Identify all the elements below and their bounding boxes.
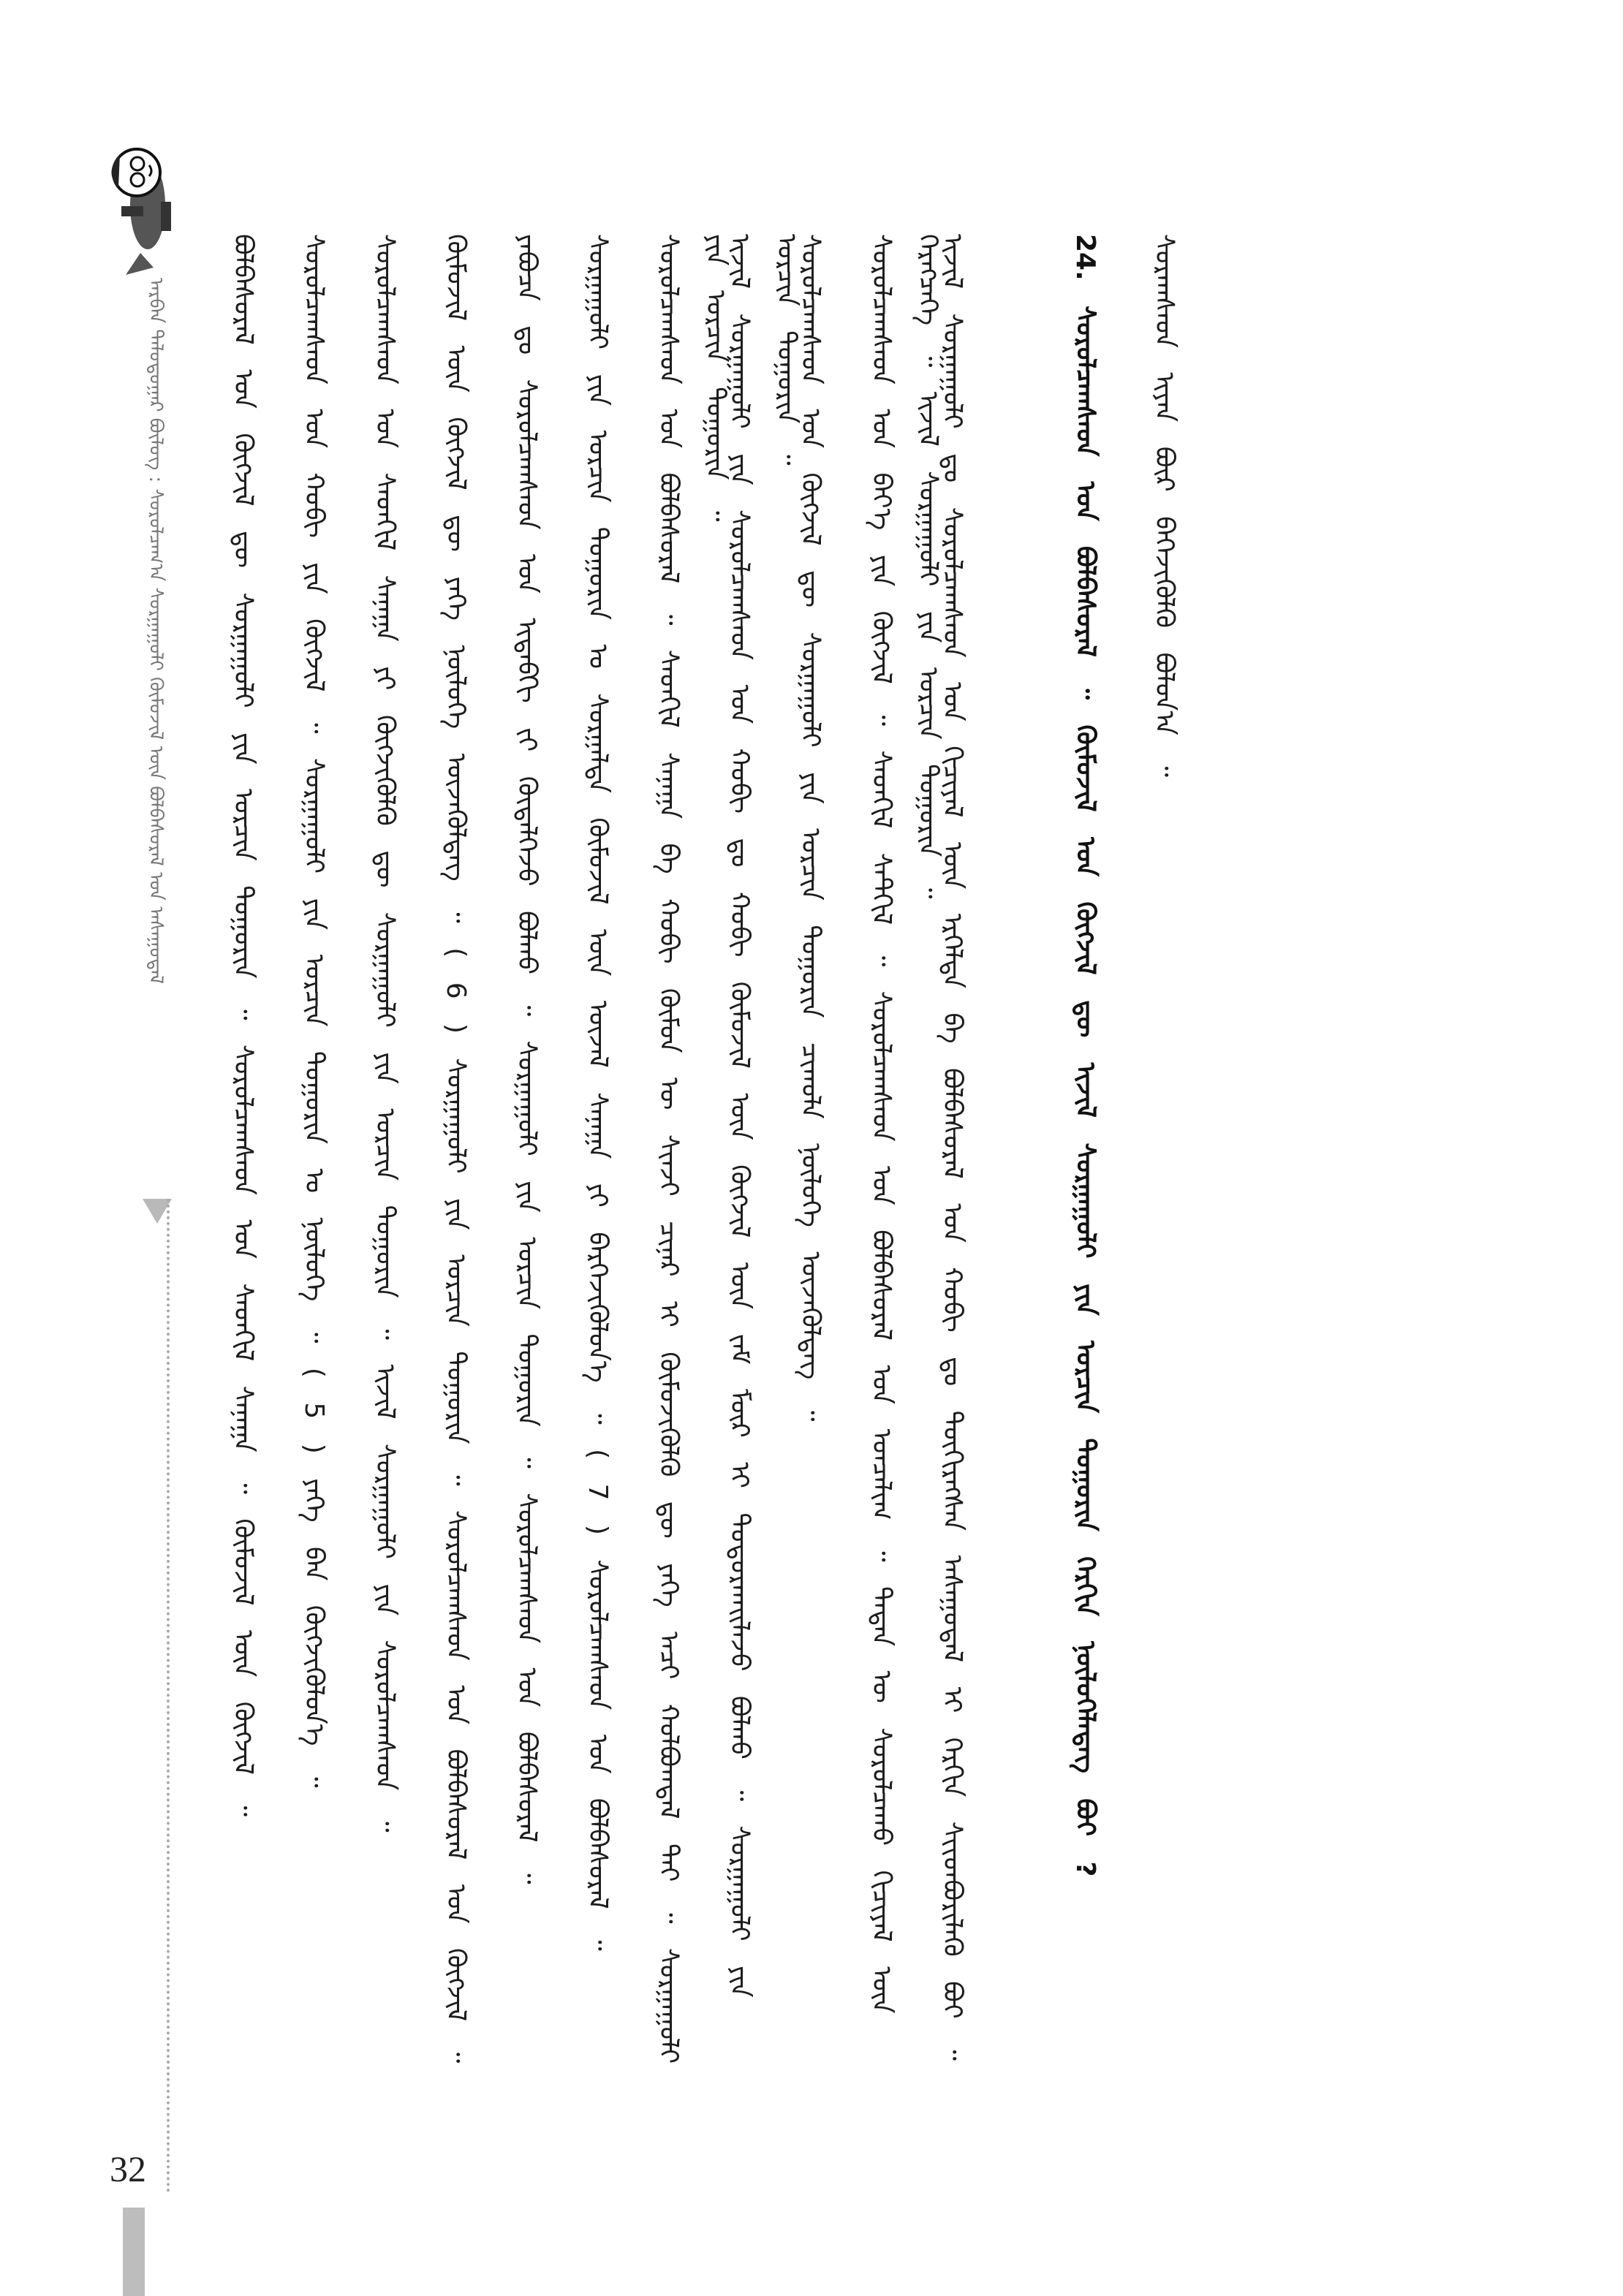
text-column: ᠰᠤᠷᠠᠭᠰᠠᠳ ᠢᠶᠠᠨ ᠪᠦᠷ ᠪᠡᠬᠡᠵᠢᠭᠦᠯᠬᠦ ᠪᠣᠯᠤᠨ᠎ᠠ ᠃ [1149, 234, 1179, 777]
question-heading: 24. ᠰᠤᠷᠤᠯᠴᠠᠭᠰᠠᠳ ᠤᠨ ᠪᠣᠯᠪᠠᠰᠤᠷᠠᠯ ᠃ ᠬᠥᠮᠦᠵᠢᠯ ᠤᠨ ᠬᠥᠭᠵᠢᠯ ᠳᠦ ᠢᠵᠢᠯ ᠰᠤᠷᠭᠠᠭᠤᠯᠢ ᠶᠢᠨ ᠣᠷᠴᠢᠨ ᠲᠣᠭᠣᠷᠢᠨ ᠬᠡᠷᠬᠢᠨ ᠨᠥᠯᠦᠭᠡᠯᠡᠳᠡᠭ ᠪᠤᠢ ? [1070, 234, 1100, 1877]
text-column: ᠰᠤᠷᠤᠯᠴᠠᠭᠰᠠᠳ ᠤᠨ ᠰᠡᠳᠬᠢᠯ ᠰᠠᠨᠠᠭᠠ ᠶᠢ ᠬᠥᠭᠵᠢᠭᠦᠯᠬᠦ ᠳᠦ ᠰᠤᠷᠭᠠᠭᠤᠯᠢ ᠶᠢᠨ ᠣᠷᠴᠢᠨ ᠲᠣᠭᠣᠷᠢᠨ ᠃ ᠢᠵᠢᠯ ᠰᠤᠷᠭᠠᠭᠤᠯᠢ ᠶᠢᠨ ᠰᠤᠷᠤᠯᠴᠠᠭᠰᠠᠳ ᠃ [370, 234, 400, 1833]
page-number: 32 [110, 2148, 146, 2189]
text-column: ᠬᠥᠮᠦᠵᠢᠯ ᠦᠨ ᠬᠥᠭᠵᠢᠯ ᠳᠦ ᠶᠡᠬᠡ ᠨᠥᠯᠦᠭᠡ ᠦᠵᠡᠭᠦᠯᠳᠡᠭ ᠃ ( 6 ) ᠰᠤᠷᠭᠠᠭᠤᠯᠢ ᠶᠢᠨ ᠣᠷᠴᠢᠨ ᠲᠣᠭᠣᠷᠢᠨ ᠃ ᠰᠤᠷᠤᠯᠴᠠᠭᠰᠠᠳ ᠤᠨ ᠪᠣᠯᠪᠠᠰᠤᠷᠠᠯ ᠤᠨ ᠬᠥᠭᠵᠢᠯ ᠃ [441, 234, 471, 2064]
text-column: ᠰᠤᠷᠤᠯᠴᠠᠭᠰᠠᠳ ᠤᠨ ᠬᠥᠭᠵᠢᠯ ᠳᠦ ᠰᠤᠷᠭᠠᠭᠤᠯᠢ ᠶᠢᠨ ᠣᠷᠴᠢᠨ ᠲᠣᠭᠣᠷᠢᠨ ᠴᠢᠬᠤᠯᠠ ᠨᠥᠯᠦᠭᠡ ᠦᠵᠡᠭᠦᠯᠳᠡᠭ ᠃ [795, 234, 825, 1422]
text-column: ᠰᠤᠷᠤᠯᠴᠠᠭᠰᠠᠳ ᠤᠨ ᠪᠡᠶ᠎ᠡ ᠶᠢᠨ ᠬᠥᠭᠵᠢᠯ ᠃ ᠰᠡᠳᠭᠢᠯ ᠰᠡᠲᠬᠢᠯ ᠃ ᠰᠤᠷᠤᠯᠴᠠᠭᠰᠠᠳ ᠤᠨ ᠪᠣᠯᠪᠠᠰᠤᠷᠠᠯ ᠤᠨ ᠣᠨᠴᠠᠯᠢᠭ ᠃ ᠲᠡᠳᠡᠨ ᠦ ᠰᠤᠷᠤᠯᠴᠠᠬᠤ ᠬᠢᠴᠢᠶᠡᠯ ᠦᠨ ᠬᠡᠷᠡᠭᠴᠡᠭᠡ ᠃ ᠢᠵᠢᠯ ᠰᠤᠷᠭᠠᠭᠤᠯᠢ ᠶᠢᠨ ᠣᠷᠴᠢᠨ ᠲᠣᠭᠣᠷᠢᠨ ᠃ [866, 234, 943, 2014]
text-column: ᠰᠤᠷᠭᠠᠭᠤᠯᠢ ᠶᠢᠨ ᠣᠷᠴᠢᠨ ᠲᠣᠭᠣᠷᠢᠨ ᠤ ᠰᠤᠷᠭᠠᠯᠲᠠ ᠬᠥᠮᠦᠵᠢᠯ ᠦᠨ ᠦᠵᠡᠯ ᠰᠠᠨᠠᠭᠠ ᠶᠢ ᠪᠡᠷᠬᠡᠵᠢᠭᠦᠯᠦᠨ᠎ᠡ ᠃ ( 7 ) ᠰᠤᠷᠤᠯᠴᠠᠭᠰᠠᠳ ᠤᠨ ᠪᠣᠯᠪᠠᠰᠤᠷᠠᠯ ᠃ [583, 234, 613, 1951]
text-column: ᠰᠤᠷᠤᠯᠴᠠᠭᠰᠠᠳ ᠤᠨ ᠪᠣᠯᠪᠠᠰᠤᠷᠠᠯ ᠃ ᠰᠡᠳᠬᠢᠯ ᠰᠠᠨᠠᠭᠠ ᠪᠠ ᠬᠤᠪᠢ ᠬᠥᠮᠦᠨ ᠦ ᠰᠢᠨᠵᠢ ᠴᠢᠨᠠᠷ ᠢ ᠬᠦᠮᠦᠵᠢᠭᠦᠯᠬᠦ ᠳᠦ ᠶᠡᠬᠡ ᠠᠴᠢ ᠬᠤᠯᠪᠣᠭᠳᠠᠯ ᠲᠠᠢ ᠃ ᠰᠤᠷᠭᠠᠭᠤᠯᠢ ᠶᠢᠨ ᠣᠷᠴᠢᠨ ᠲᠣᠭᠣᠷᠢᠨ ᠃ [654, 234, 730, 2064]
text-column: ᠪᠣᠯᠪᠠᠰᠤᠷᠠᠯ ᠤᠨ ᠬᠥᠭᠵᠢᠯ ᠳᠦ ᠰᠤᠷᠭᠠᠭᠤᠯᠢ ᠶᠢᠨ ᠣᠷᠴᠢᠨ ᠲᠣᠭᠣᠷᠢᠨ ᠃ ᠰᠤᠷᠤᠯᠴᠠᠭᠰᠠᠳ ᠤᠨ ᠰᠡᠳᠬᠢᠯ ᠰᠠᠨᠠᠭᠠ ᠃ ᠬᠥᠮᠦᠵᠢᠯ ᠦᠨ ᠬᠥᠭᠵᠢᠯ ᠃ [228, 234, 258, 1817]
running-head: ᠠᠷᠪᠠᠨ ᠳᠠᠯᠤᠳᠤᠭᠠᠷ ᠪᠦᠯᠦᠭ : ᠰᠤᠷᠤᠯᠴᠠᠭ᠎ᠠ ᠰᠤᠷᠭᠠᠭᠤᠯᠢ ᠬᠦᠮᠦᠵᠢᠯ ᠦᠨ ᠪᠣᠯᠪᠠᠰᠤᠷᠠᠯ ᠤᠨ ᠠᠰᠠᠭᠤᠳᠠᠯ [145, 278, 167, 985]
running-head-divider [167, 1199, 170, 2193]
text-column: ᠶᠠᠪᠤᠴᠠ ᠳᠤ ᠰᠤᠷᠤᠯᠴᠠᠭᠰᠠᠳ ᠤᠨ ᠢᠳᠡᠪᠬᠢ ᠵᠢ ᠬᠥᠳᠡᠯᠭᠡᠵᠦ ᠪᠣᠯᠬᠤ ᠃ ᠰᠤᠷᠭᠠᠭᠤᠯᠢ ᠶᠢᠨ ᠣᠷᠴᠢᠨ ᠲᠣᠭᠣᠷᠢᠨ ᠃ ᠰᠤᠷᠤᠯᠴᠠᠭᠰᠠᠳ ᠤᠨ ᠪᠣᠯᠪᠠᠰᠤᠷᠠᠯ ᠃ [512, 234, 542, 1884]
text-column: ᠢᠵᠢᠯ ᠰᠤᠷᠭᠠᠭᠤᠯᠢ ᠳᠤ ᠰᠤᠷᠤᠯᠴᠠᠭᠰᠠᠳ ᠤᠨ ᠬᠢᠴᠢᠶᠡᠯ ᠦᠨ ᠡᠷᠭᠡᠯᠳᠡ ᠪᠠ ᠪᠣᠯᠪᠠᠰᠤᠷᠠᠯ ᠤᠨ ᠬᠤᠪᠢ ᠳᠤ ᠲᠥᠬᠢᠷᠡᠭᠰᠡᠨ ᠠᠰᠠᠭᠤᠳᠠᠯ ᠢ ᠬᠡᠷᠬᠢᠨ ᠰᠢᠢᠳᠪᠦᠷᠢᠯᠡᠬᠦ ᠪᠤᠢ ᠃ [937, 234, 967, 2061]
text-column: ᠰᠤᠷᠤᠯᠴᠠᠭᠰᠠᠳ ᠤᠨ ᠬᠤᠪᠢ ᠶᠢᠨ ᠬᠥᠭᠵᠢᠯ ᠃ ᠰᠤᠷᠭᠠᠭᠤᠯᠢ ᠶᠢᠨ ᠣᠷᠴᠢᠨ ᠲᠣᠭᠣᠷᠢᠨ ᠤ ᠨᠥᠯᠦᠭᠡ ᠃ ( 5 ) ᠶᠡᠬᠡ ᠪᠠᠨ ᠬᠥᠭᠵᠢᠭᠦᠯᠦᠨ᠎ᠡ ᠃ [299, 234, 329, 1788]
page-edge-tab [123, 2208, 145, 2296]
text-column: ᠢᠵᠢᠯ ᠰᠤᠷᠭᠠᠭᠤᠯᠢ ᠶᠢᠨ ᠰᠤᠷᠤᠯᠴᠠᠭᠰᠠᠳ ᠤᠨ ᠬᠤᠪᠢ ᠳᠤ ᠬᠤᠪᠢ ᠬᠥᠮᠦᠵᠢᠯ ᠦᠨ ᠬᠥᠭᠵᠢᠯ ᠦᠨ ᠵᠠᠮ ᠮᠥᠷ ᠢ ᠲᠣᠳᠤᠷᠬᠠᠢᠯᠠᠵᠤ ᠪᠣᠯᠬᠤ ᠃ ᠰᠤᠷᠭᠠᠭᠤᠯᠢ ᠶᠢᠨ ᠣᠷᠴᠢᠨ ᠲᠣᠭᠣᠷᠢᠨ ᠃ [725, 234, 801, 1998]
mascot-illustration [67, 129, 221, 282]
